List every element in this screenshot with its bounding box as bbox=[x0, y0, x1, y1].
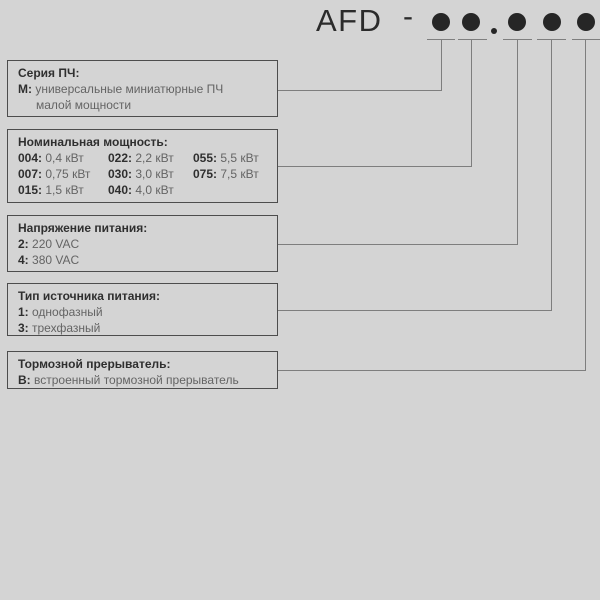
power-row: 007: 0,75 кВт 030: 3,0 кВт 075: 7,5 кВт bbox=[18, 167, 259, 181]
connector-horizontal-4 bbox=[278, 310, 552, 311]
digit-dot-5 bbox=[577, 13, 595, 31]
box-title: Напряжение питания: bbox=[18, 221, 148, 235]
digit-dot-4 bbox=[543, 13, 561, 31]
connector-horizontal-5 bbox=[278, 370, 586, 371]
box-title: Тормозной прерыватель: bbox=[18, 357, 171, 371]
legend-box-source-type bbox=[7, 283, 278, 336]
box-title: Тип источника питания: bbox=[18, 289, 161, 303]
digit-dot-3 bbox=[508, 13, 526, 31]
legend-box-power bbox=[7, 129, 278, 203]
connector-horizontal-1 bbox=[278, 90, 442, 91]
separator-dash: - bbox=[403, 0, 413, 33]
connector-vertical-1 bbox=[441, 39, 442, 91]
connector-vertical-2 bbox=[471, 39, 472, 167]
connector-vertical-4 bbox=[551, 39, 552, 311]
legend-line: малой мощности bbox=[36, 98, 132, 112]
legend-line: 2: 220 VAC bbox=[18, 237, 80, 251]
connector-vertical-5 bbox=[585, 39, 586, 371]
power-row: 004: 0,4 кВт 022: 2,2 кВт 055: 5,5 кВт bbox=[18, 151, 259, 165]
legend-box-brake bbox=[7, 351, 278, 389]
power-row: 015: 1,5 кВт 040: 4,0 кВт bbox=[18, 183, 174, 197]
legend-line: 4: 380 VAC bbox=[18, 253, 80, 267]
legend-line: 3: трехфазный bbox=[18, 321, 101, 335]
decimal-point-dot bbox=[491, 28, 497, 34]
connector-horizontal-2 bbox=[278, 166, 472, 167]
legend-line: М: универсальные миниатюрные ПЧ bbox=[18, 82, 224, 96]
box-title: Номинальная мощность: bbox=[18, 135, 168, 149]
connector-vertical-3 bbox=[517, 39, 518, 245]
legend-box-series bbox=[7, 60, 278, 117]
tick-line-5 bbox=[572, 39, 600, 40]
legend-box-voltage bbox=[7, 215, 278, 272]
digit-dot-1 bbox=[432, 13, 450, 31]
tick-line-2 bbox=[458, 39, 487, 40]
box-title: Серия ПЧ: bbox=[18, 66, 80, 80]
series-name: AFD bbox=[316, 3, 383, 38]
legend-line: 1: однофазный bbox=[18, 305, 103, 319]
legend-line: В: встроенный тормозной прерыватель bbox=[18, 373, 239, 387]
connector-horizontal-3 bbox=[278, 244, 518, 245]
digit-dot-2 bbox=[462, 13, 480, 31]
